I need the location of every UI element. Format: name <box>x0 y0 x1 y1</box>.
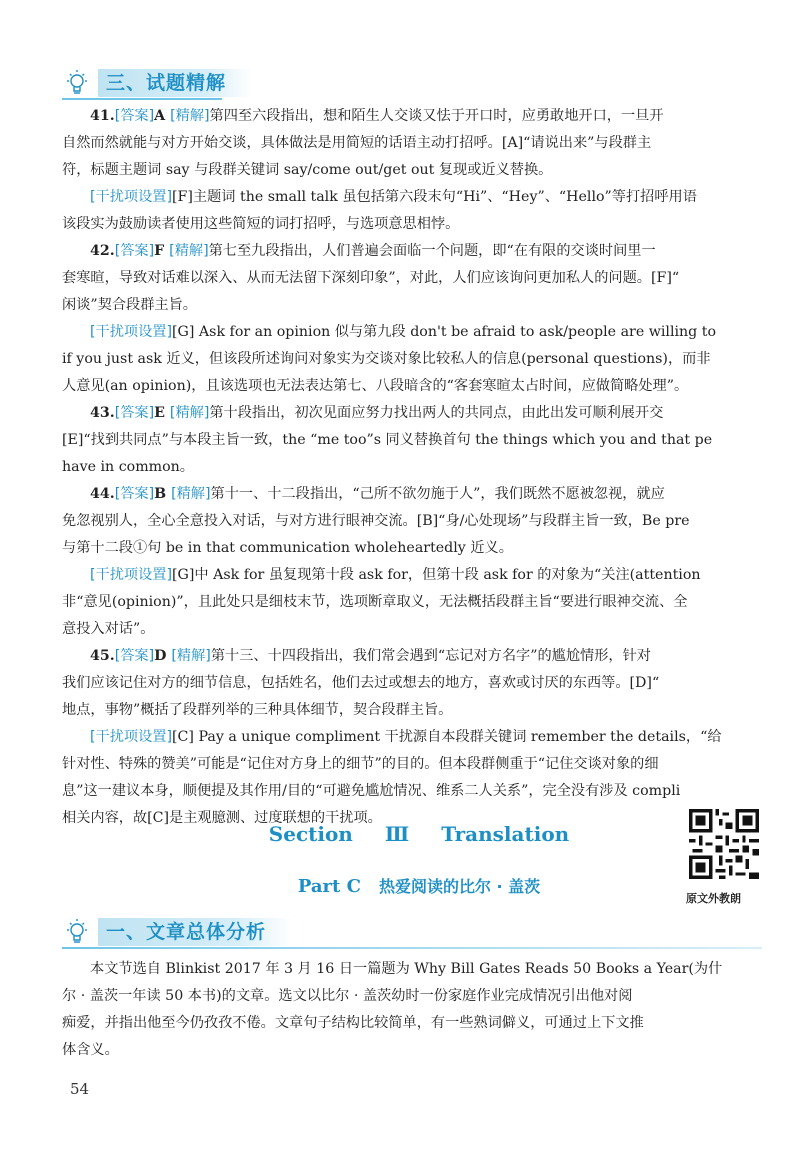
text-segment: [G] Ask for an opinion 似与第九段 don't be afraid to ask/people are willing to <box>172 324 716 340</box>
part-title <box>0 874 800 897</box>
heading-underline <box>62 98 222 100</box>
text-line <box>62 454 762 481</box>
label-tag: [答案] <box>114 486 155 502</box>
answer-42 <box>62 238 762 319</box>
label-tag: [精解] <box>170 108 210 124</box>
text-line <box>62 616 762 643</box>
label-tag: [干扰项设置] <box>90 729 173 745</box>
text-line <box>62 751 762 778</box>
text-segment: A <box>154 108 171 124</box>
text-line <box>62 184 762 211</box>
distractor-45 <box>62 724 762 832</box>
text-line <box>62 211 762 238</box>
text-line: 尔 · 盖茨一年读 50 本书)的文章。选文以比尔 · 盖茨幼时一份家庭作业完成情况引出他对阅 <box>62 988 633 1004</box>
text-segment: 第七至九段指出，人们普遍会面临一个问题，即“在有限的交谈时间里一 <box>208 243 656 259</box>
text-segment: 闲谈”契合段群主旨。 <box>62 297 197 313</box>
text-segment: 非“意见(opinion)”，且此处只是细枝末节，选项断章取义，无法概括段群主旨“要进行眼神交流、全 <box>62 594 688 610</box>
label-tag: [干扰项设置] <box>90 567 173 583</box>
text-segment: [G]中 Ask for 虽复现第十段 ask for，但第十段 ask for 的对象为“关注(attention <box>172 567 701 583</box>
text-line <box>62 103 762 130</box>
text-segment: 第十段指出，初次见面应努力找出两人的共同点，由此出发可顺利展开交 <box>209 405 664 421</box>
text-segment: 免忽视别人，全心全意投入对话，与对方进行眼神交流。[B]“身/心处现场”与段群主旨一致，Be pre <box>62 513 690 529</box>
answer-44 <box>62 481 762 562</box>
label-tag: [答案] <box>114 648 155 664</box>
text-line <box>62 535 762 562</box>
text-segment: [E]“找到共同点”与本段主旨一致，the “me too”s 同义替换首句 the things which you and that pe <box>62 432 713 448</box>
text-line <box>62 724 762 751</box>
text-line <box>62 562 762 589</box>
label-tag: [干扰项设置] <box>90 189 173 205</box>
page-number: 54 <box>70 1080 90 1098</box>
text-segment: 与第十二段①句 be in that communication wholeheartedly 近义。 <box>62 540 513 556</box>
section-title-right: Translation <box>441 822 570 846</box>
text-segment: [F]主题词 the small talk 虽包括第六段末句“Hi”、“Hey”、“Hello”等打招呼用语 <box>172 189 697 205</box>
distractor-42 <box>62 319 762 400</box>
text-line <box>62 400 762 427</box>
text-line <box>62 292 762 319</box>
part-title-en: Part C <box>297 876 361 897</box>
text-segment: 符，标题主题词 say 与段群关键词 say/come out/get out 复现或近义替换。 <box>62 162 553 178</box>
section-title-left: Section <box>268 822 353 846</box>
text-segment: F <box>154 243 170 259</box>
distractor-44 <box>62 562 762 643</box>
text-segment: 该段实为鼓励读者使用这些简短的词打招呼，与选项意思相悖。 <box>62 216 460 232</box>
text-segment: 我们应该记住对方的细节信息，包括姓名，他们去过或想去的地方，喜欢或讨厌的东西等。[D]“ <box>62 675 660 691</box>
lightbulb-icon <box>62 917 92 947</box>
text-segment: B <box>154 486 172 502</box>
lightbulb-icon <box>62 68 92 98</box>
text-segment: 地点，事物”概括了段群列举的三种具体细节，契合段群主旨。 <box>62 702 453 718</box>
text-segment: E <box>154 405 170 421</box>
text-segment: 息”这一建议本身，顺便提及其作用/目的“可避免尴尬情况、维系二人关系”，完全没有涉及 compli <box>62 783 681 799</box>
text-line: 痴爱，并指出他至今仍孜孜不倦。文章句子结构比较简单，有一些熟词僻义，可通过上下文推 <box>62 1015 644 1031</box>
text-segment: have in common。 <box>62 459 194 475</box>
text-line <box>62 319 762 346</box>
text-line <box>62 778 762 805</box>
label-tag: [精解] <box>171 648 211 664</box>
analysis-paragraph <box>62 956 762 1064</box>
text-segment: 自然而然就能与对方开始交谈，具体做法是用简短的话语主动打招呼。[A]“请说出来”与段群主 <box>62 135 652 151</box>
text-segment: 针对性、特殊的赞美”可能是“记住对方身上的细节”的目的。但本段群侧重于“记住交谈对象的细 <box>62 756 659 772</box>
heading-underline <box>62 947 762 949</box>
text-segment: 第十三、十四段指出，我们常会遇到“忘记对方名字”的尴尬情形，针对 <box>210 648 651 664</box>
text-segment: if you just ask 近义，但该段所述询问对象实为交谈对象比较私人的信息(personal questions)，而非 <box>62 351 711 367</box>
section-heading-answers <box>62 68 252 98</box>
text-line <box>62 346 762 373</box>
section-heading-analysis <box>62 917 292 947</box>
label-tag: [答案] <box>114 405 155 421</box>
part-title-cn: 热爱阅读的比尔 · 盖茨 <box>378 877 541 896</box>
text-segment: 44. <box>90 486 115 502</box>
answer-43 <box>62 400 762 481</box>
qr-code-icon[interactable] <box>689 806 759 882</box>
text-line <box>62 265 762 292</box>
text-segment: 人意见(an opinion)，且该选项也无法表达第七、八段暗含的“客套寒暄太占时间，应做简略处理”。 <box>62 378 689 394</box>
qr-code-label: 原文外教朗 <box>686 892 741 905</box>
text-line <box>62 670 762 697</box>
label-tag: [精解] <box>169 243 209 259</box>
text-segment: 43. <box>90 405 115 421</box>
text-segment: 42. <box>90 243 115 259</box>
text-line <box>62 130 762 157</box>
distractor-41 <box>62 184 762 238</box>
text-segment: 45. <box>90 648 115 664</box>
text-line <box>62 697 762 724</box>
text-line <box>62 373 762 400</box>
answer-45 <box>62 643 762 724</box>
text-segment: 意投入对话”。 <box>62 621 155 637</box>
text-segment: 第四至六段指出，想和陌生人交谈又怯于开口时，应勇敢地开口，一旦开 <box>209 108 664 124</box>
text-segment: 41. <box>90 108 115 124</box>
text-line <box>62 589 762 616</box>
text-line <box>62 643 762 670</box>
label-tag: [干扰项设置] <box>90 324 173 340</box>
text-line <box>62 508 762 535</box>
answer-41 <box>62 103 762 184</box>
text-line <box>62 427 762 454</box>
text-segment: 第十一、十二段指出，“己所不欲勿施于人”，我们既然不愿被忽视，就应 <box>210 486 665 502</box>
text-line: 体含义。 <box>62 1042 119 1058</box>
label-tag: [精解] <box>171 486 211 502</box>
section-title-numeral: Ⅲ <box>384 822 410 846</box>
text-line <box>62 157 762 184</box>
section-title <box>0 822 800 846</box>
section-heading-text: 一、文章总体分析 <box>98 918 292 946</box>
text-segment: D <box>154 648 172 664</box>
section-heading-text: 三、试题精解 <box>98 69 252 97</box>
label-tag: [精解] <box>169 405 210 421</box>
text-line: 本文节选自 Blinkist 2017 年 3 月 16 日一篇题为 Why Bill Gates Reads 50 Books a Year(为什 <box>90 961 723 977</box>
label-tag: [答案] <box>114 243 155 259</box>
text-segment: [C] Pay a unique compliment 干扰源自本段群关键词 remember the details，“给 <box>172 729 722 745</box>
text-segment: 套寒暄，导致对话难以深入、从而无法留下深刻印象”，对此，人们应该询问更加私人的问题。[F]“ <box>62 270 680 286</box>
label-tag: [答案] <box>114 108 155 124</box>
text-line <box>62 481 762 508</box>
text-line <box>62 238 762 265</box>
text-segment: 相关内容，故[C]是主观臆测、过度联想的干扰项。 <box>62 810 382 826</box>
